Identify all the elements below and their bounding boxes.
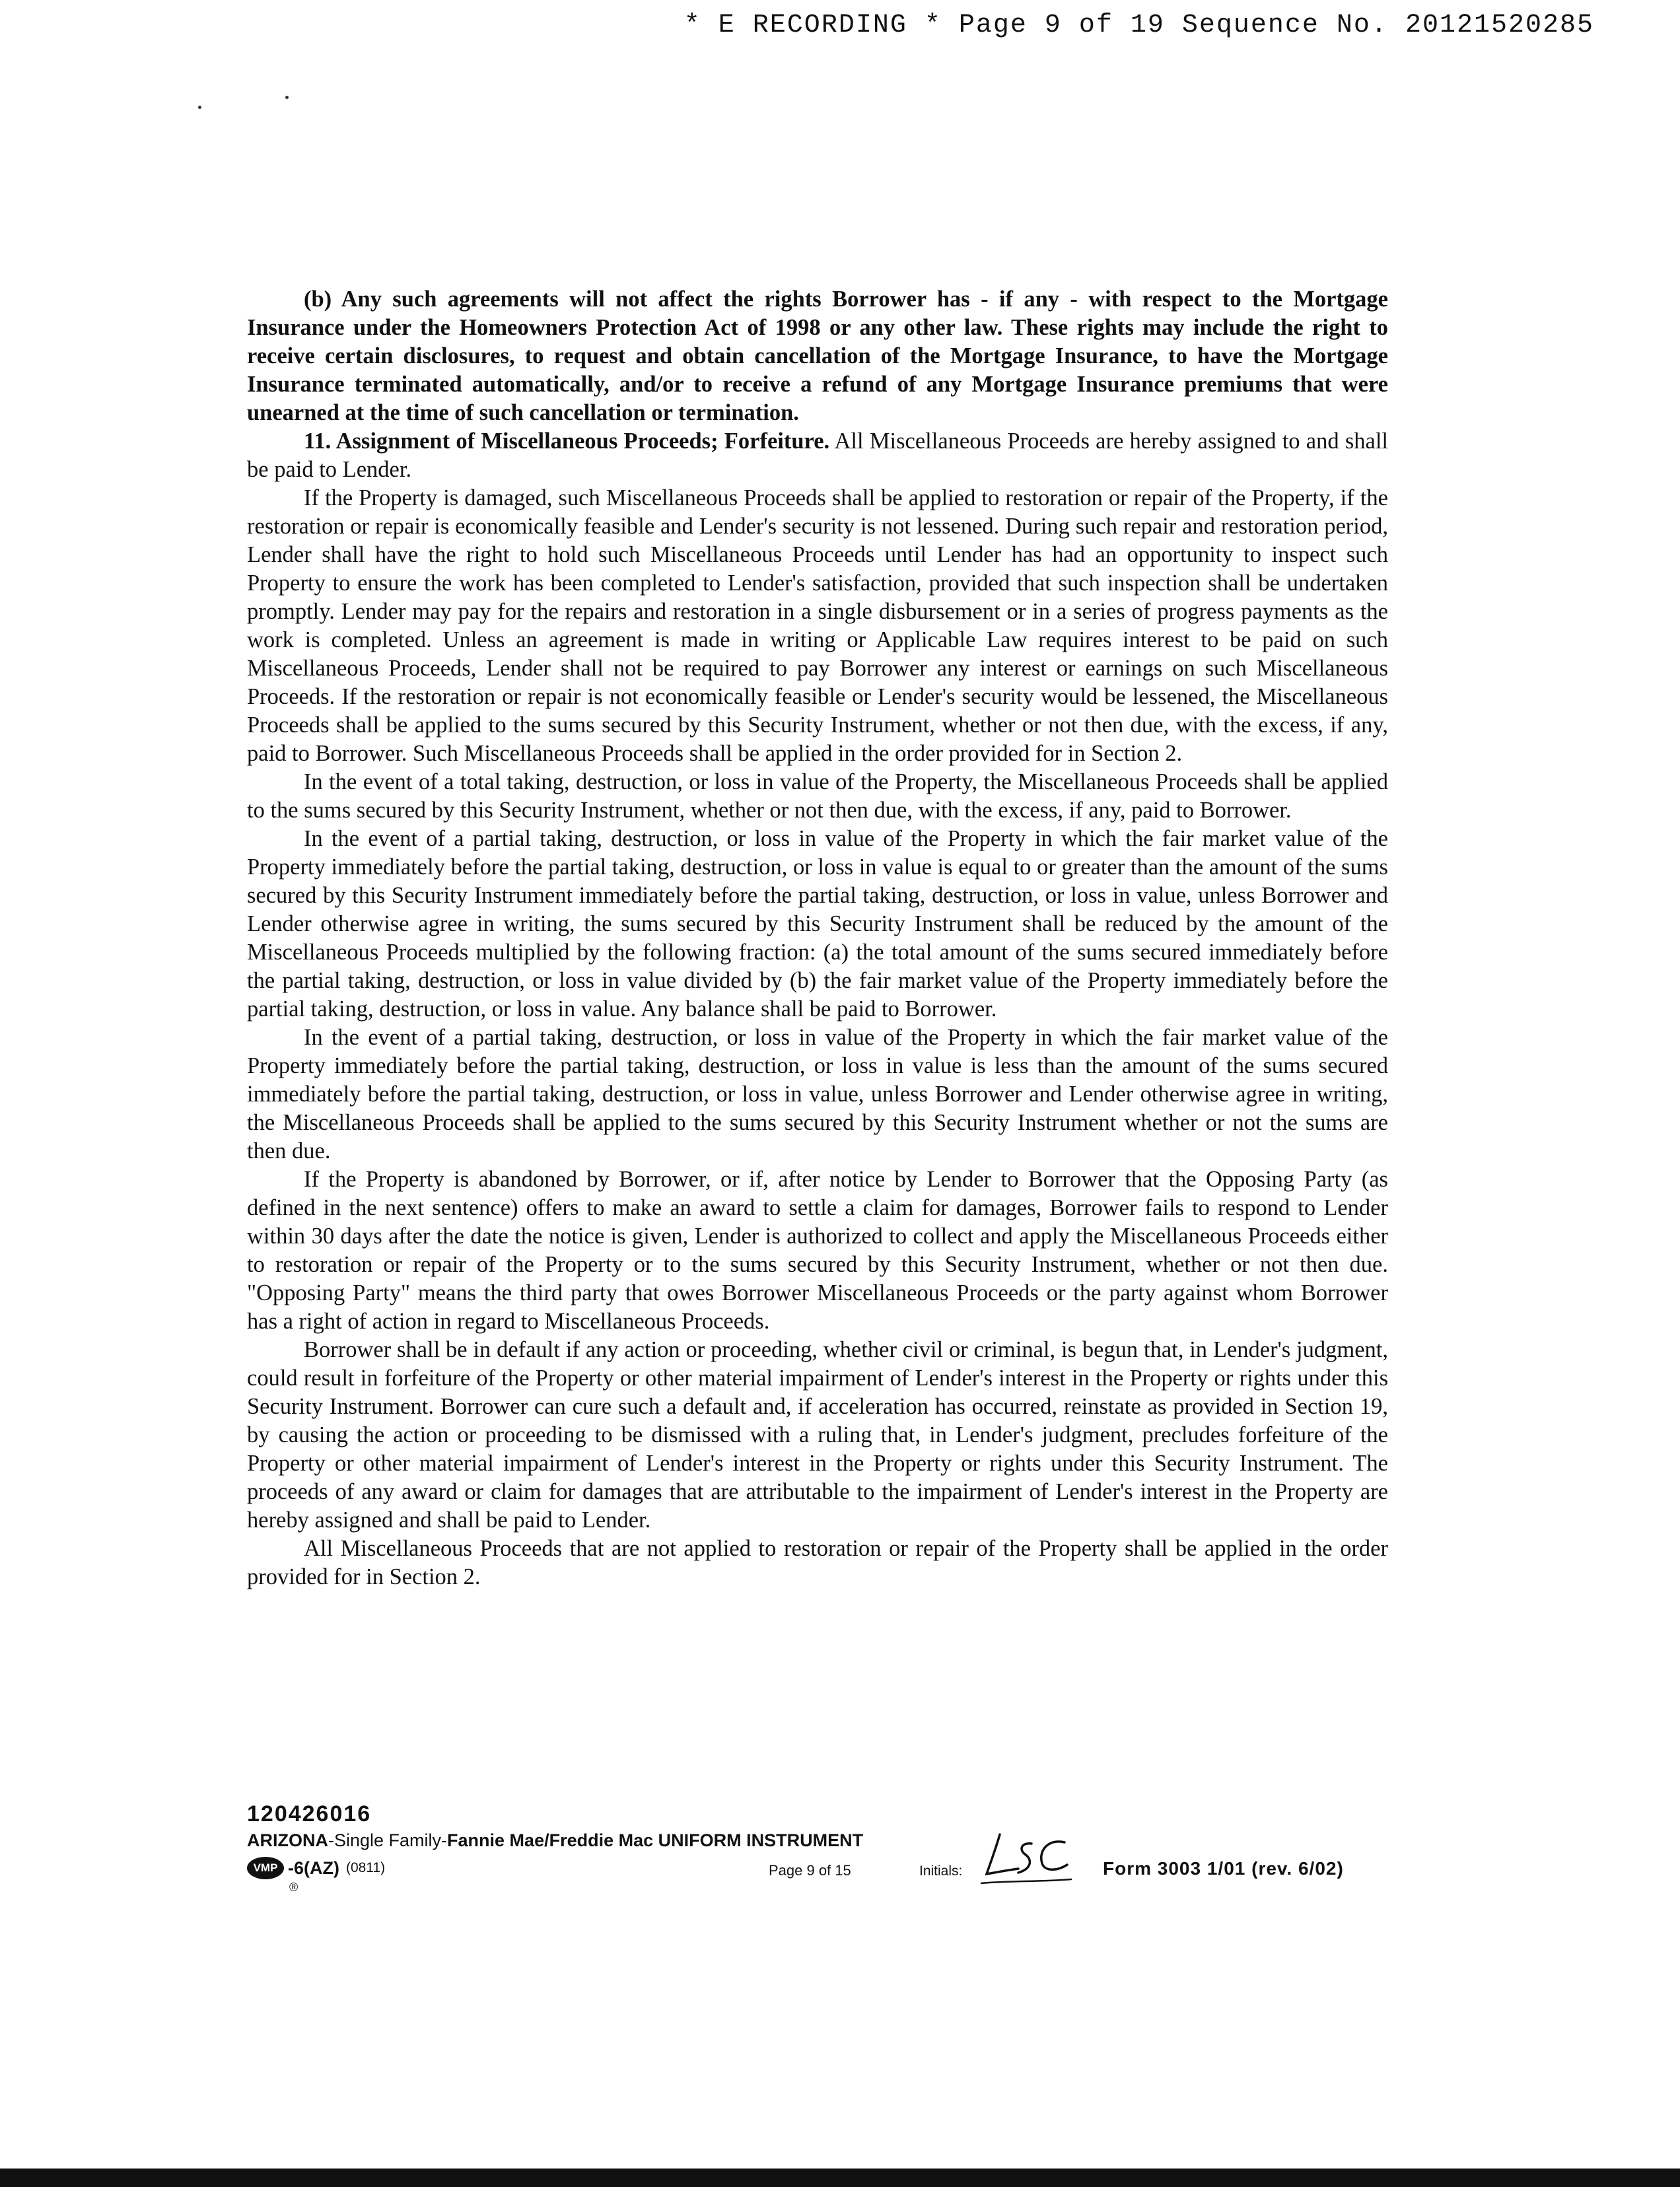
form-desc-1: -Single Family-	[328, 1830, 448, 1850]
paragraph-b: (b) Any such agreements will not affect the rights Borrower has - if any - with respect to the Mortgage Insurance under the Homeowners Protection Act of 1998 or any other law. These rights may include the right to receive certain disclosures, to request and obtain cancellation of the Mortgage Insurance, to have the Mortgage Insurance terminated automatically, and/or to receive a refund of any Mortgage Insurance premiums that were unearned at the time of such cancellation or termination.	[247, 287, 1388, 425]
initials-label: Initials:	[919, 1863, 963, 1879]
section-11-paragraph	[247, 427, 1388, 484]
signature-underline	[981, 1879, 1071, 1883]
page-of: Page 9 of 15	[769, 1862, 851, 1879]
form-desc-2: Fannie Mae/Freddie Mac UNIFORM INSTRUMENT	[447, 1830, 864, 1850]
paragraph-all-proceeds: All Miscellaneous Proceeds that are not applied to restoration or repair of the Property shall be applied in the order provided for in Section 2.	[247, 1536, 1388, 1589]
signature-stroke-c	[1041, 1842, 1067, 1869]
paragraph-default: Borrower shall be in default if any action or proceeding, whether civil or criminal, is begun that, in Lender's judgment, could result in forfeiture of the Property or other material impairment of Lender's interest in the Property or rights under this Security Instrument. Borrower can cure such a default and, if acceleration has occurred, reinstate as provided in Section 19, by causing the action or proceeding to be dismissed with a ruling that, in Lender's judgment, precludes forfeiture of the Property or other material impairment of Lender's interest in the Property or rights under this Security Instrument. The proceeds of any award or claim for damages that are attributable to the impairment of Lender's interest in the Property are hereby assigned and shall be paid to Lender.	[247, 1337, 1388, 1533]
loan-number: 120426016	[247, 1801, 372, 1826]
form-date-code: (0811)	[345, 1860, 386, 1875]
paragraph-total-taking: In the event of a total taking, destruction, or loss in value of the Property, the Miscellaneous Proceeds shall be applied to the sums secured by this Security Instrument, whether or not then due, with the excess, if any, paid to Borrower.	[247, 769, 1388, 823]
state-name: ARIZONA	[247, 1830, 328, 1850]
recording-stamp: * E RECORDING * Page 9 of 19 Sequence No. 20121520285	[683, 11, 1594, 40]
document-body	[247, 285, 1388, 1591]
paragraph-abandoned: If the Property is abandoned by Borrower, or if, after notice by Lender to Borrower that the Opposing Party (as defined in the next sentence) offers to make an award to settle a claim for damages, Borrower fails to respond to Lender within 30 days after the date the notice is given, Lender is authorized to collect and apply the Miscellaneous Proceeds either to restoration or repair of the Property or to the sums secured by this Security Instrument, whether or not then due. "Opposing Party" means the third party that owes Borrower Miscellaneous Proceeds or the party against whom Borrower has a right of action in regard to Miscellaneous Proceeds.	[247, 1167, 1388, 1334]
initials-signature	[975, 1826, 1074, 1892]
paragraph-partial-taking-equal: In the event of a partial taking, destruction, or loss in value of the Property in which the fair market value of the Property immediately before the partial taking, destruction, or loss in value is equal to or greater than the amount of the sums secured by this Security Instrument immediately before the partial taking, destruction, or loss in value, unless Borrower and Lender otherwise agree in writing, the sums secured by this Security Instrument shall be reduced by the amount of the Miscellaneous Proceeds multiplied by the following fraction: (a) the total amount of the sums secured immediately before the partial taking, destruction, or loss in value divided by (b) the fair market value of the Property immediately before the partial taking, destruction, or loss in value. Any balance shall be paid to Borrower.	[247, 826, 1388, 1022]
paragraph-partial-taking-less: In the event of a partial taking, destruction, or loss in value of the Property in which the fair market value of the Property immediately before the partial taking, destruction, or loss in value is less than the amount of the sums secured immediately before the partial taking, destruction, or loss in value, unless Borrower and Lender otherwise agree in writing, the Miscellaneous Proceeds shall be applied to the sums secured by this Security Instrument whether or not the sums are then due.	[247, 1025, 1388, 1163]
form-footer	[247, 1801, 1388, 1920]
vmp-row	[247, 1857, 385, 1879]
vmp-logo: VMP	[247, 1857, 284, 1879]
signature-stroke-s	[1018, 1844, 1032, 1873]
form-code: -6(AZ)	[288, 1857, 339, 1878]
section-11-text: All Miscellaneous Proceeds are hereby assigned to and shall be paid to Lender.	[247, 429, 1388, 482]
scan-speck	[198, 106, 201, 109]
section-11-heading: 11. Assignment of Miscellaneous Proceeds; Forfeiture.	[304, 429, 830, 454]
paragraph-damaged: If the Property is damaged, such Miscellaneous Proceeds shall be applied to restoration or repair of the Property, if the restoration or repair is economically feasible and Lender's security is not lessened. During such repair and restoration period, Lender shall have the right to hold such Miscellaneous Proceeds until Lender has had an opportunity to inspect such Property to ensure the work has been completed to Lender's satisfaction, provided that such inspection shall be undertaken promptly. Lender may pay for the repairs and restoration in a single disbursement or in a series of progress payments as the work is completed. Unless an agreement is made in writing or Applicable Law requires interest to be paid on such Miscellaneous Proceeds, Lender shall not be required to pay Borrower any interest or earnings on such Miscellaneous Proceeds. If the restoration or repair is not economically feasible or Lender's security would be lessened, the Miscellaneous Proceeds shall be applied to the sums secured by this Security Instrument, whether or not then due, with the excess, if any, paid to Borrower. Such Miscellaneous Proceeds shall be applied in the order provided for in Section 2.	[247, 485, 1388, 766]
registered-mark: ®	[289, 1881, 298, 1894]
scan-edge-bar	[0, 2169, 1680, 2187]
form-description	[247, 1830, 863, 1851]
scan-speck	[285, 96, 289, 99]
form-number: Form 3003 1/01 (rev. 6/02)	[1103, 1858, 1344, 1879]
signature-stroke-l	[987, 1834, 1018, 1874]
